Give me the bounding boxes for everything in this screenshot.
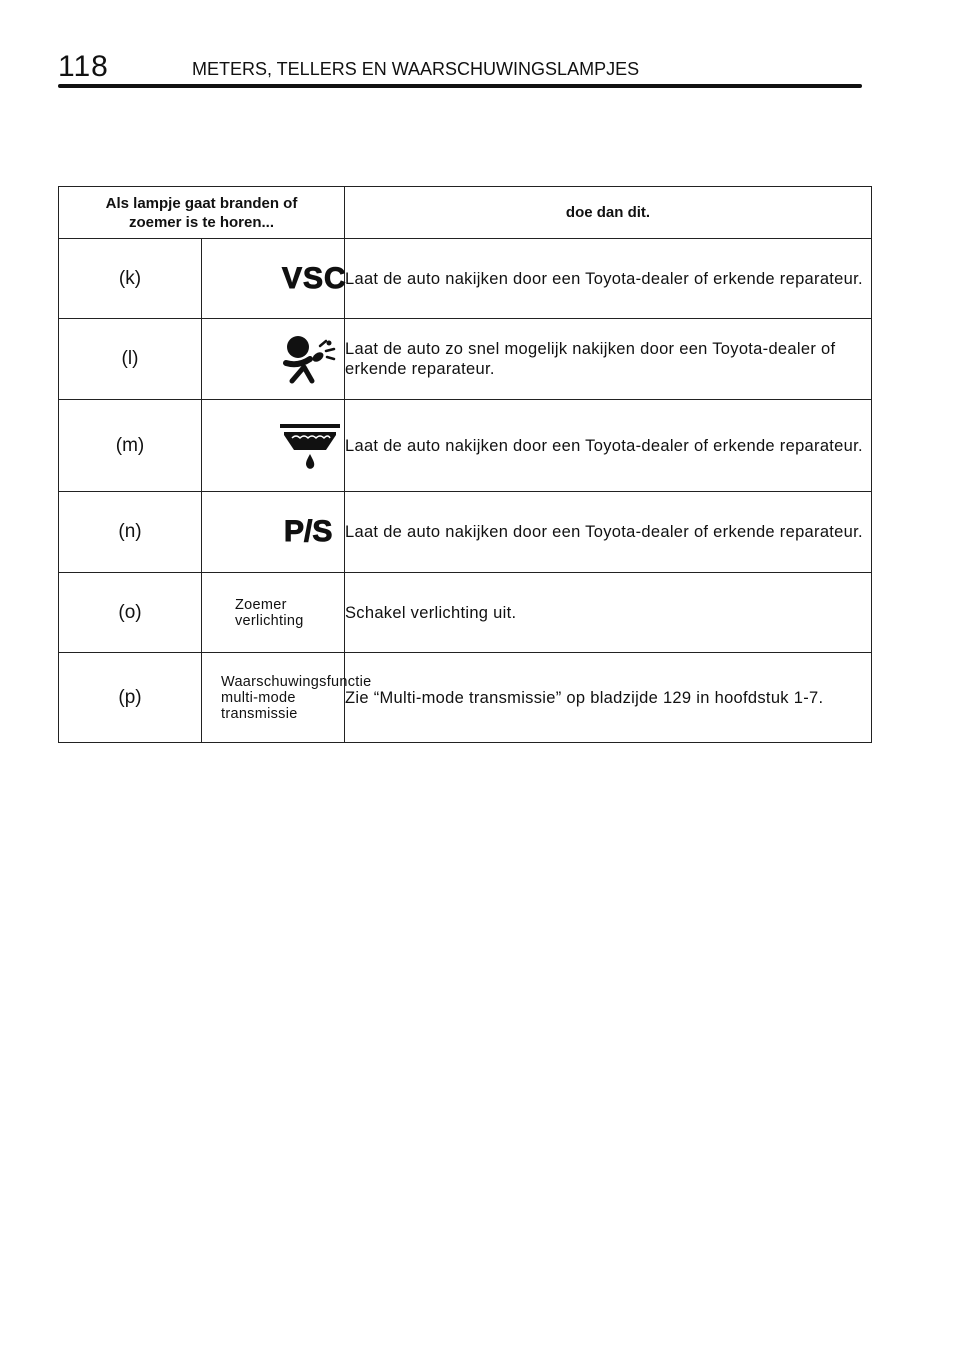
indicator-text-line: Zoemer [235, 596, 287, 613]
indicator-cell [202, 653, 372, 743]
power-steering-icon: P/S [284, 515, 333, 548]
action-text: Laat de auto nakijken door een Toyota‑dealer of erkende reparateur. [345, 239, 872, 319]
vsc-icon: VSC [282, 261, 347, 295]
engine-oil-leak-icon [278, 420, 342, 472]
indicator-cell [202, 492, 345, 573]
row-letter: (k) [59, 239, 202, 319]
warning-lights-table [58, 186, 872, 743]
indicator-cell [202, 400, 345, 492]
column-header-action: doe dan dit. [345, 187, 872, 239]
column-header-lamp: Als lampje gaat branden of zoemer is te horen... [59, 187, 345, 239]
indicator-cell [202, 239, 345, 319]
table-row [59, 492, 872, 573]
row-letter: (p) [59, 653, 202, 743]
action-text: Laat de auto zo snel mogelijk nakijken door een Toyota‑dealer of erkende reparateur. [345, 319, 872, 400]
indicator-text-line: transmissie [221, 705, 298, 722]
indicator-text-line: verlichting [235, 612, 304, 629]
table-row [59, 653, 872, 743]
action-text: Laat de auto nakijken door een Toyota‑dealer of erkende reparateur. [345, 400, 872, 492]
header-rule [58, 84, 862, 88]
table-header-row [59, 187, 872, 239]
table-row [59, 400, 872, 492]
running-head-title: METERS, TELLERS EN WAARSCHUWINGSLAMPJES [192, 59, 640, 79]
page-number: 118 [58, 50, 109, 83]
indicator-cell [202, 319, 345, 400]
row-letter: (o) [59, 573, 202, 653]
airbag-warning-icon [282, 333, 338, 385]
indicator-cell [202, 573, 345, 653]
row-letter: (m) [59, 400, 202, 492]
row-letter: (l) [59, 319, 202, 400]
table-row [59, 239, 872, 319]
row-letter: (n) [59, 492, 202, 573]
action-text: Zie “Multi‑mode transmissie” op bladzijde 129 in hoofdstuk 1‑7. [345, 653, 872, 743]
table-row [59, 319, 872, 400]
action-text: Laat de auto nakijken door een Toyota‑dealer of erkende reparateur. [345, 492, 872, 573]
indicator-text-line: multi‑mode [221, 689, 296, 706]
indicator-text-line: Waarschuwingsfunctie [221, 673, 372, 690]
action-text: Schakel verlichting uit. [345, 573, 872, 653]
table-row [59, 573, 872, 653]
